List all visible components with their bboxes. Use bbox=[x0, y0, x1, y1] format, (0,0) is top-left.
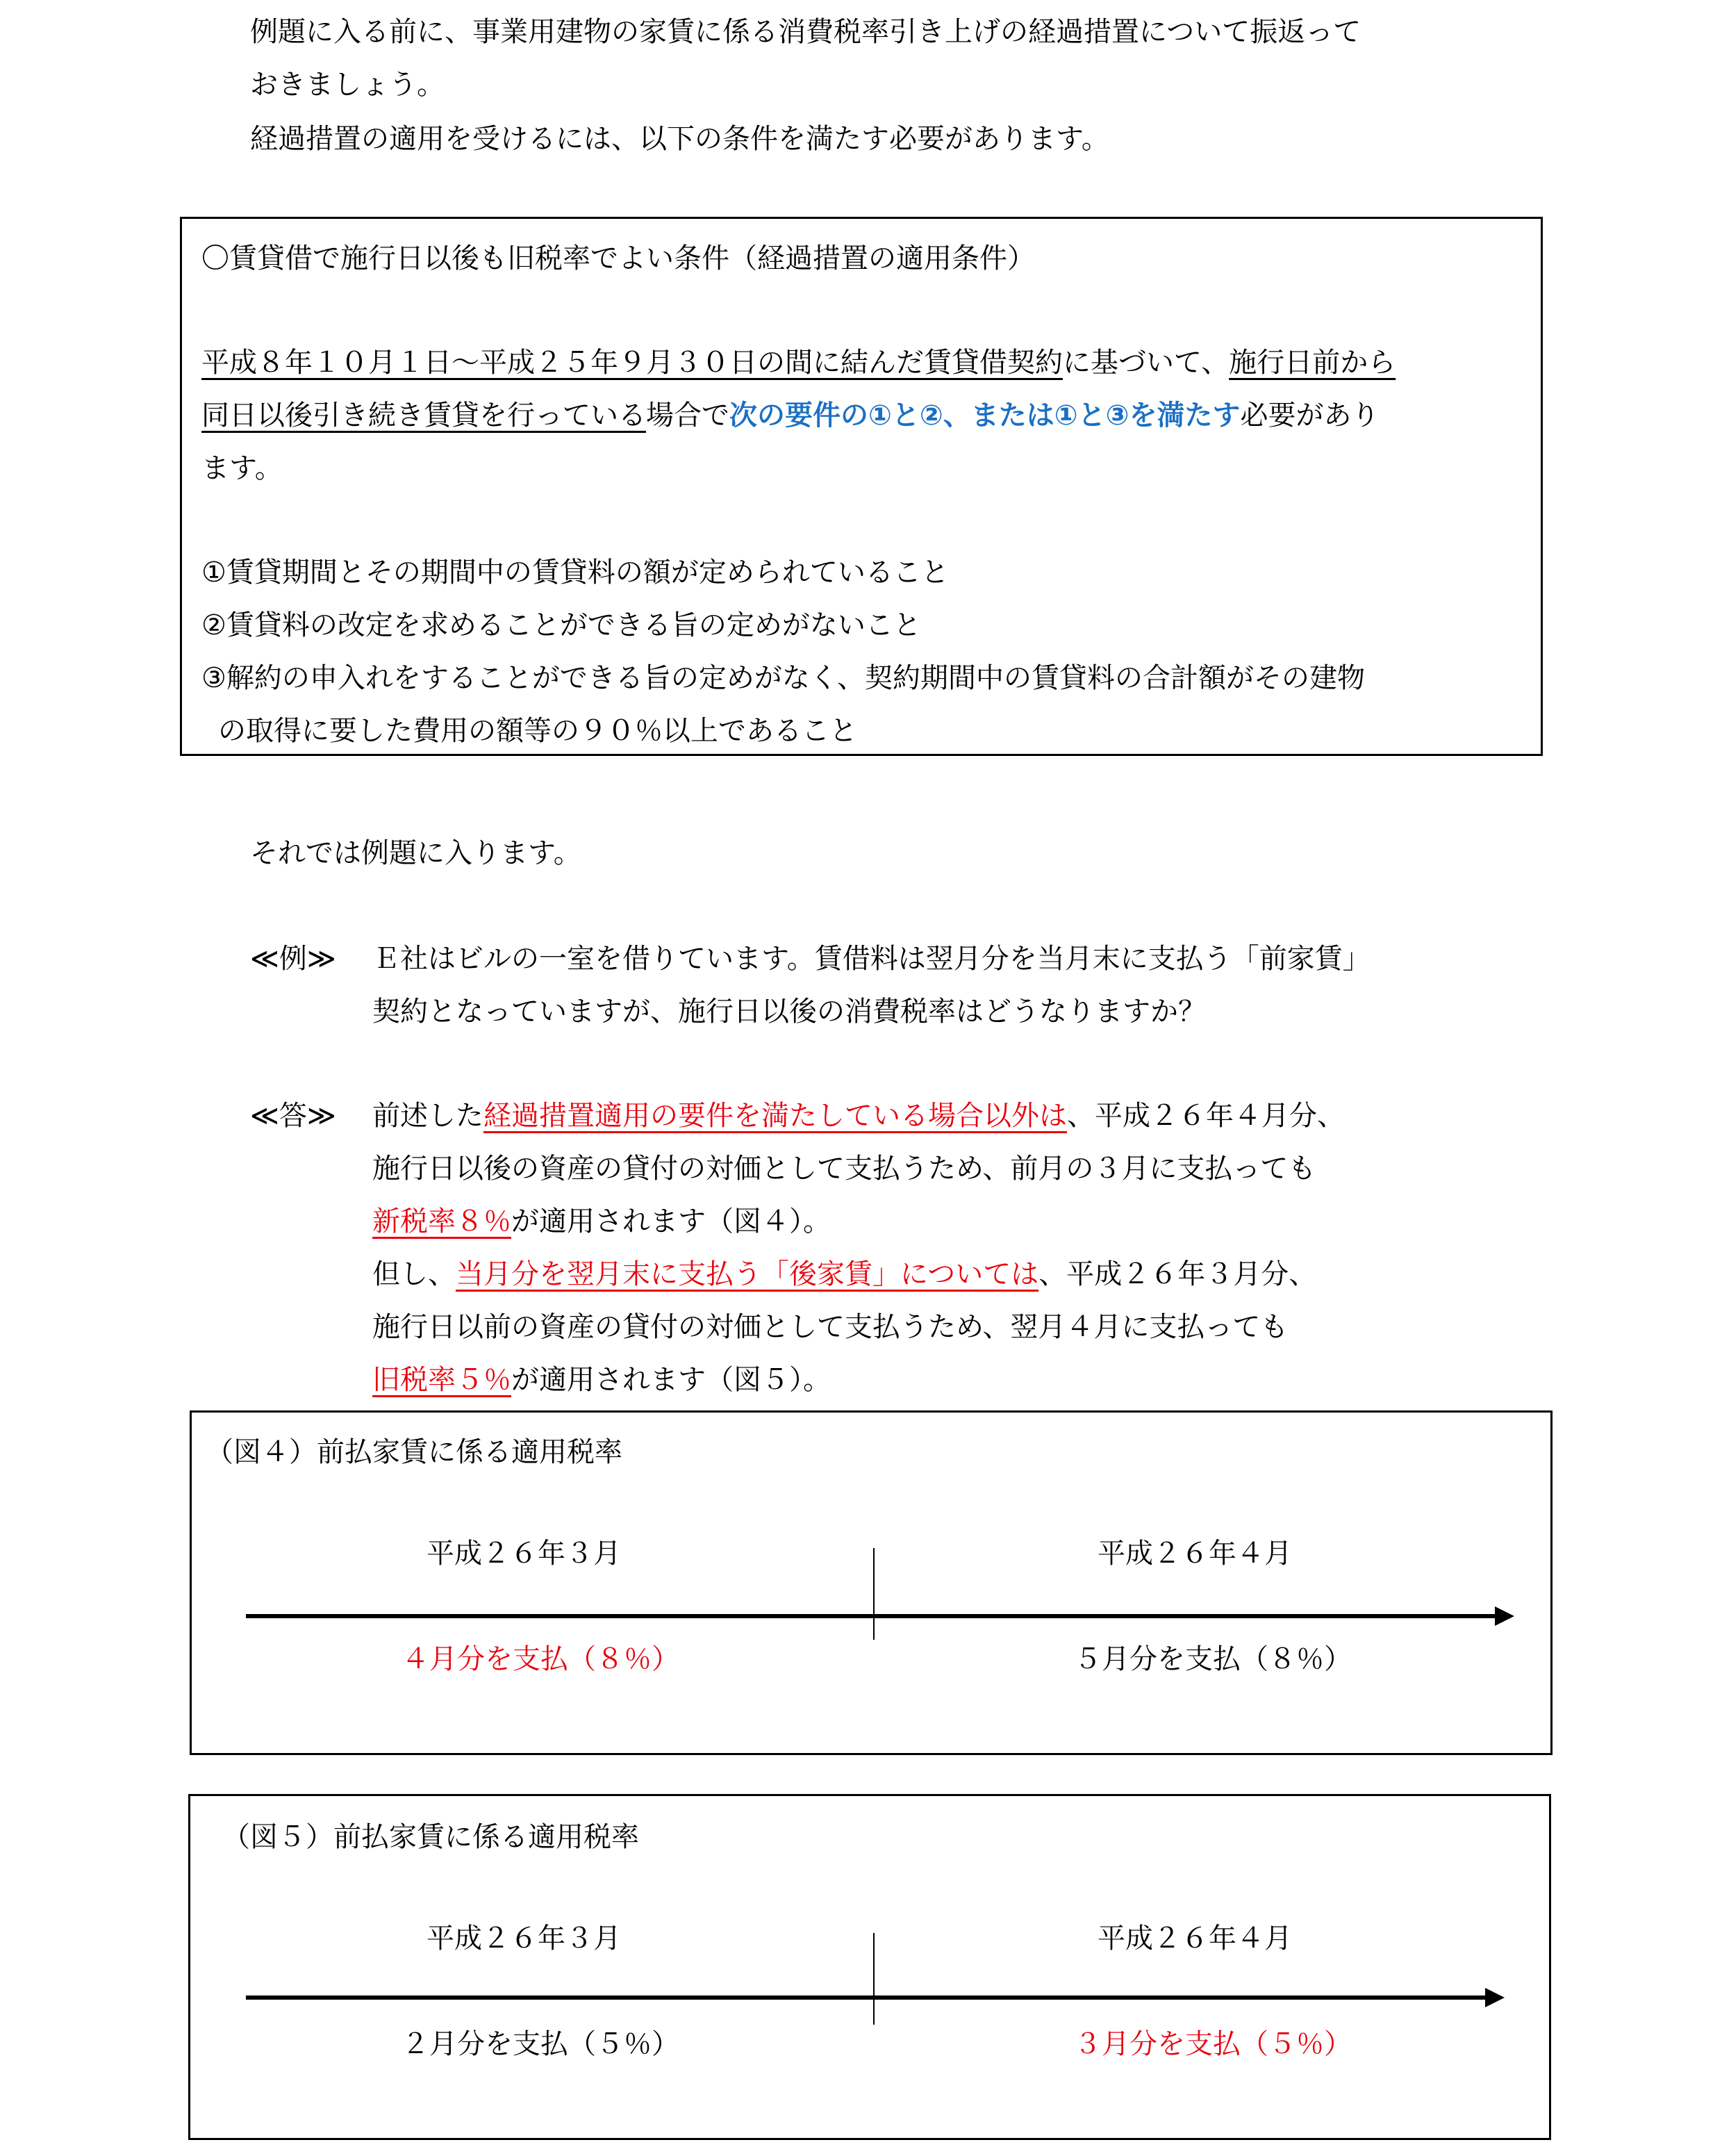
answer-line-6 bbox=[372, 1366, 831, 1394]
answer-line-5: 施行日以前の資産の貸付の対価として支払うため、翌月４月に支払っても bbox=[372, 1311, 1289, 1343]
figure-4-march-payment: ４月分を支払（８％） bbox=[401, 1643, 679, 1675]
answer-line-4 bbox=[372, 1260, 1316, 1288]
figure-4-title: （図４）前払家賃に係る適用税率 bbox=[206, 1436, 622, 1468]
answer-text: 但し、 bbox=[372, 1258, 456, 1290]
answer-text: 前述した bbox=[372, 1100, 483, 1132]
figure-5-arrow-head bbox=[1485, 1988, 1505, 2007]
new-rate-highlight: 新税率８％ bbox=[372, 1205, 511, 1237]
figure-5-title: （図５）前払家賃に係る適用税率 bbox=[222, 1821, 639, 1853]
figure-5-march-label: 平成２６年３月 bbox=[427, 1923, 621, 1955]
continued-lease-text: 同日以後引き続き賃貸を行っている bbox=[201, 400, 646, 431]
figure-5-april-payment: ３月分を支払（５％） bbox=[1074, 2028, 1352, 2060]
figure-4-april-payment: ５月分を支払（８％） bbox=[1074, 1643, 1352, 1675]
answer-line-1 bbox=[372, 1102, 1345, 1130]
before-effective-date-text: 施行日前から bbox=[1229, 347, 1396, 379]
answer-text: 、平成２６年３月分、 bbox=[1038, 1258, 1317, 1290]
figure-5-timeline-arrow bbox=[246, 1995, 1487, 2000]
intro-line-3: 経過措置の適用を受けるには、以下の条件を満たす必要があります。 bbox=[250, 123, 1109, 155]
answer-text: が適用されます（図４）。 bbox=[511, 1205, 831, 1237]
answer-line-3 bbox=[372, 1205, 831, 1237]
figure-4-timeline-arrow bbox=[246, 1614, 1496, 1618]
conditions-paragraph-line-1 bbox=[201, 349, 1396, 377]
conditions-heading: 〇賃貸借で施行日以後も旧税率でよい条件（経過措置の適用条件） bbox=[201, 242, 1035, 274]
example-intro: それでは例題に入ります。 bbox=[250, 837, 581, 869]
answer-line-2: 施行日以後の資産の貸付の対価として支払うため、前月の３月に支払っても bbox=[372, 1153, 1316, 1185]
figure-4-april-label: 平成２６年４月 bbox=[1098, 1538, 1292, 1570]
conditions-text: 必要があり bbox=[1240, 400, 1380, 431]
figure-4-arrow-head bbox=[1495, 1606, 1514, 1626]
conditions-text: に基づいて、 bbox=[1063, 347, 1230, 379]
conditions-text: 場合で bbox=[646, 400, 729, 431]
figure-4-march-label: 平成２６年３月 bbox=[427, 1538, 621, 1570]
example-line-2: 契約となっていますが、施行日以後の消費税率はどうなりますか？ bbox=[372, 996, 1206, 1028]
answer-label: ≪答≫ bbox=[250, 1100, 336, 1132]
answer-text: 、平成２６年４月分、 bbox=[1067, 1100, 1345, 1132]
requirement-3-line-2: の取得に要した費用の額等の９０％以上であること bbox=[218, 715, 857, 747]
conditions-paragraph-line-3: ます。 bbox=[201, 452, 283, 484]
figure-4-month-divider bbox=[873, 1548, 875, 1640]
example-label: ≪例≫ bbox=[250, 943, 336, 975]
intro-line-2: おきましょう。 bbox=[250, 69, 445, 101]
example-line-1: Ｅ社はビルの一室を借りています。賃借料は翌月分を当月末に支払う「前家賃」 bbox=[372, 943, 1371, 975]
exception-highlight: 経過措置適用の要件を満たしている場合以外は bbox=[483, 1100, 1067, 1132]
figure-5-april-label: 平成２６年４月 bbox=[1098, 1923, 1292, 1955]
intro-line-1: 例題に入る前に、事業用建物の家賃に係る消費税率引き上げの経過措置について振返って bbox=[250, 16, 1361, 48]
contract-period-text: 平成８年１０月１日～平成２５年９月３０日の間に結んだ賃貸借契約 bbox=[201, 347, 1063, 379]
requirement-3-line-1: ③解約の申入れをすることができる旨の定めがなく、契約期間中の賃貸料の合計額がその建物 bbox=[201, 662, 1366, 694]
conditions-paragraph-line-2 bbox=[201, 402, 1379, 429]
old-rate-highlight: 旧税率５％ bbox=[372, 1364, 511, 1396]
requirement-2: ②賃貸料の改定を求めることができる旨の定めがないこと bbox=[201, 609, 921, 641]
requirement-highlight: 次の要件の①と②、または①と③を満たす bbox=[729, 400, 1241, 431]
requirement-1: ①賃貸期間とその期間中の賃貸料の額が定められていること bbox=[201, 557, 949, 589]
post-rent-highlight: 当月分を翌月末に支払う「後家賃」については bbox=[456, 1258, 1039, 1290]
answer-text: が適用されます（図５）。 bbox=[511, 1364, 831, 1396]
figure-5-month-divider bbox=[873, 1933, 875, 2025]
figure-5-march-payment: ２月分を支払（５％） bbox=[401, 2028, 679, 2060]
